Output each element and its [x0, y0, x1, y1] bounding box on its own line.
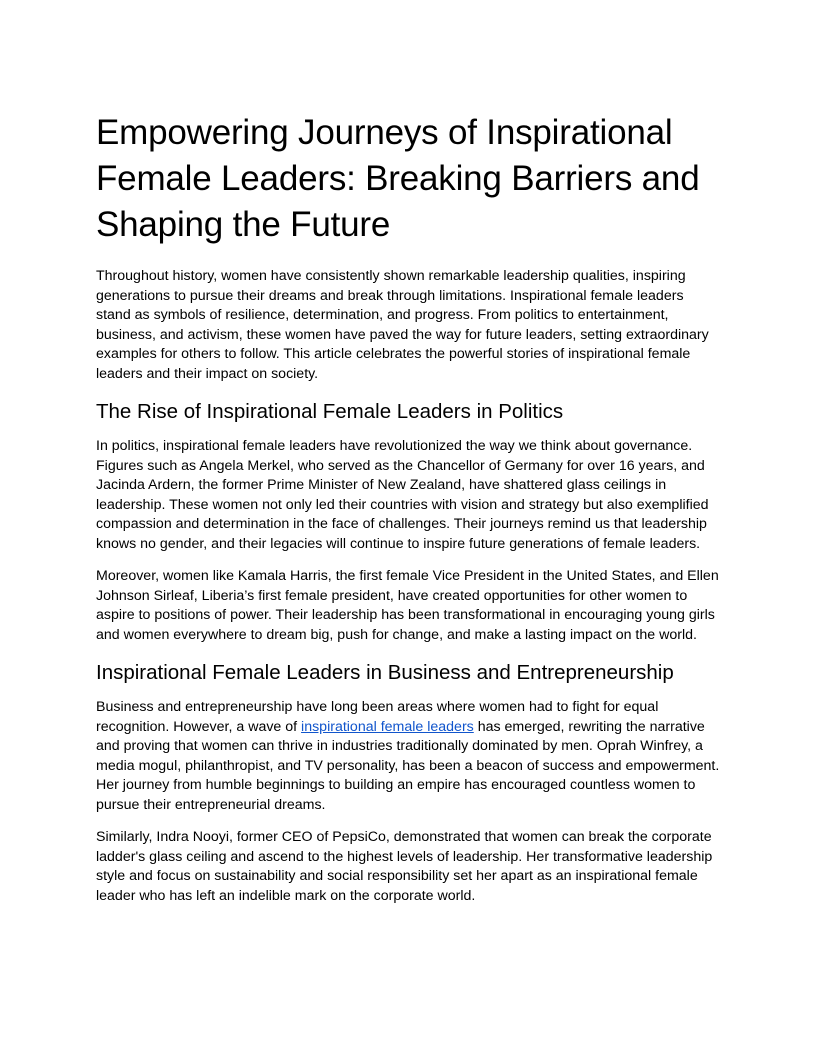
politics-paragraph-2: Moreover, women like Kamala Harris, the first female Vice President in the United States, and Ellen Johnson Sirleaf, Liberia’s first female president, have created opportunities for other women to aspire to positions of power. Their leadership has been transformational in encouraging young girls and women everywhere to dream big, push for change, and make a lasting impact on the world. [96, 568, 719, 643]
document-page [96, 110, 722, 919]
business-paragraph-1-start: Business and entrepreneurship have long been areas where women had to fight for equal recognition. However, a wave of [96, 699, 659, 735]
business-paragraph-1 [96, 698, 722, 815]
business-heading: Inspirational Female Leaders in Business and Entrepreneurship [96, 661, 674, 684]
business-paragraph-2: Similarly, Indra Nooyi, former CEO of PepsiCo, demonstrated that women can break the corporate ladder's glass ceiling and ascend to the highest levels of leadership. Her transformative leadership style and focus on sustainability and social responsibility set her apart as an inspirational female leader who has left an indelible mark on the corporate world. [96, 829, 713, 904]
business-paragraph-1-end: has emerged, rewriting the narrative and proving that women can thrive in industries traditionally dominated by men. Oprah Winfrey, a media mogul, philanthropist, and TV personality, has been a beacon of success and empowerment. Her journey from humble beginnings to building an empire has encouraged countless women to pursue their entrepreneurial dreams. [96, 718, 720, 813]
politics-heading: The Rise of Inspirational Female Leaders in Politics [96, 400, 564, 423]
inspirational-female-leaders-link[interactable]: inspirational female leaders [301, 718, 474, 735]
politics-paragraph-1: In politics, inspirational female leaders have revolutionized the way we think about governance. Figures such as Angela Merkel, who served as the Chancellor of Germany for over 16 years, and Jacinda Ardern, the former Prime Minister of New Zealand, have shattered glass ceilings in leadership. These women not only led their countries with vision and strategy but also exemplified compassion and determination in the face of challenges. Their journeys remind us that leadership knows no gender, and their legacies will continue to inspire future generations of female leaders. [96, 438, 709, 552]
article-title: Empowering Journeys of Inspirational Female Leaders: Breaking Barriers and Shaping the Future [96, 113, 700, 244]
intro-paragraph: Throughout history, women have consistently shown remarkable leadership qualities, inspiring generations to pursue their dreams and break through limitations. Inspirational female leaders stand as symbols of resilience, determination, and progress. From politics to entertainment, business, and activism, these women have paved the way for future leaders, setting extraordinary examples for others to follow. This article celebrates the powerful stories of inspirational female leaders and their impact on society. [96, 268, 709, 382]
